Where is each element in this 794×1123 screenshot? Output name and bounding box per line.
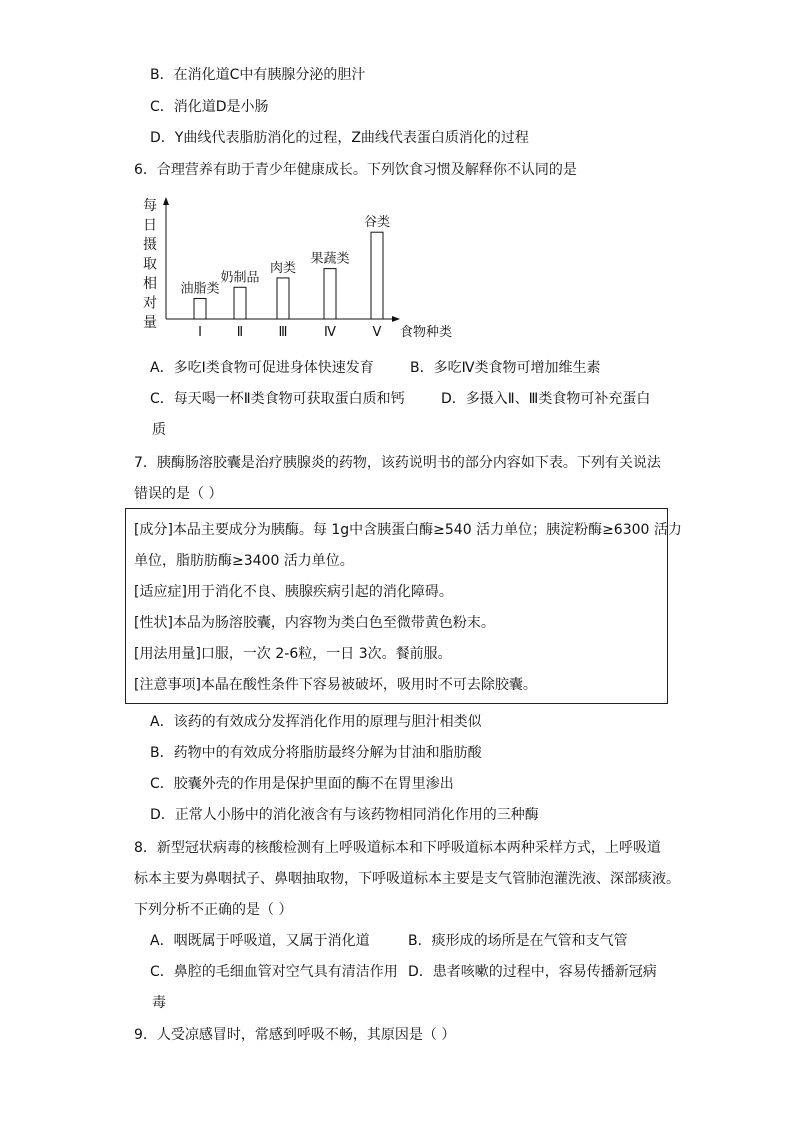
q8-option-c: C．鼻腔的毛细血管对空气具有清洁作用 [150, 964, 398, 980]
q8-stem-line3: 下列分析不正确的是（ ） [134, 902, 293, 918]
chart-y-label-char: 对 [143, 295, 157, 312]
chart-bar-label: 油脂类 [180, 281, 220, 297]
q6-option-d-continued: 质 [152, 422, 166, 438]
q7-stem-line1: 7．胰酶肠溶胶囊是治疗胰腺炎的药物，该药说明书的部分内容如下表。下列有关说法 [134, 455, 661, 471]
box-line-dosage: [用法用量]口服，一次 2-6粒，一日 3次。餐前服。 [134, 646, 452, 662]
q7-option-d: D．正常人小肠中的消化液含有与该药物相同消化作用的三种酶 [150, 807, 539, 823]
q7-stem-line2: 错误的是（ ） [134, 486, 223, 502]
q7-option-b: B．药物中的有效成分将脂肪最终分解为甘油和脂肪酸 [150, 745, 482, 761]
chart-y-label-char: 取 [143, 256, 157, 273]
chart-bar-label: 谷类 [363, 215, 391, 231]
chart-x-tick-label: Ⅰ [198, 325, 202, 340]
q6-option-c: C．每天喝一杯Ⅱ类食物可获取蛋白质和钙 [150, 391, 405, 407]
chart-bar-label: 奶制品 [220, 270, 260, 286]
q8-stem-line2: 标本主要为鼻咽拭子、鼻咽抽取物，下呼吸道标本主要是支气管肺泡灌洗液、深部痰液。 [134, 871, 680, 887]
box-line-precautions: [注意事项]本晶在酸性条件下容易被破坏，吸用时不可去除胶囊。 [134, 677, 537, 693]
q8-option-b: B．痰形成的场所是在气管和支气管 [408, 933, 628, 949]
q7-option-a: A．该药的有效成分发挥消化作用的原理与胆汁相类似 [150, 714, 482, 730]
chart-bar [277, 278, 289, 319]
box-line-composition-continued: 单位，脂肪肪酶≥3400 活力单位。 [134, 553, 354, 569]
chart-bar-label: 果蔬类 [310, 251, 350, 267]
q5-option-d: D．Y曲线代表脂肪消化的过程，Z曲线代表蛋白质消化的过程 [150, 130, 529, 146]
chart-bar [194, 298, 206, 319]
q8-option-a: A．咽既属于呼吸道，又属于消化道 [150, 933, 370, 949]
chart-x-tick-label: Ⅱ [236, 325, 244, 340]
chart-y-label-char: 摄 [143, 237, 157, 253]
q8-option-d-continued: 毒 [152, 995, 166, 1011]
q9-stem: 9．人受凉感冒时，常感到呼吸不畅，其原因是（ ） [134, 1027, 456, 1043]
drug-instruction-box [125, 508, 682, 704]
chart-y-axis-label [143, 198, 157, 331]
chart-y-label-char: 每 [143, 198, 157, 214]
chart-x-tick-label: Ⅳ [324, 325, 336, 340]
chart-y-axis-arrow [163, 197, 169, 205]
box-line-composition: [成分]本品主要成分为胰酶。每 1g中含胰蛋白酶≥540 活力单位；胰淀粉酶≥6300 活力 [134, 522, 682, 538]
chart-x-axis-label: 食物种类 [400, 325, 453, 340]
box-line-indications: [适应症]用于消化不良、胰腺疾病引起的消化障碍。 [134, 584, 453, 600]
chart-bar [371, 232, 383, 319]
box-line-properties: [性状]本品为肠溶胶囊，内容物为类白色至微带黄色粉末。 [134, 615, 495, 631]
chart-x-axis-arrow [392, 316, 400, 322]
q8-option-d: D．患者咳嗽的过程中，容易传播新冠病 [408, 964, 657, 980]
q6-stem: 6．合理营养有助于青少年健康成长。下列饮食习惯及解释你不认同的是 [134, 162, 577, 178]
q6-option-d: D．多摄入Ⅱ、Ⅲ类食物可补充蛋白 [441, 391, 651, 407]
chart-bar [234, 287, 246, 319]
q5-option-b: B．在消化道C中有胰腺分泌的胆汁 [150, 67, 366, 83]
q6-option-b: B．多吃Ⅳ类食物可增加维生素 [410, 360, 601, 376]
chart-y-label-char: 日 [143, 217, 157, 234]
chart-y-label-char: 量 [143, 315, 157, 331]
chart-x-tick-label: Ⅲ [278, 325, 288, 340]
q5-option-c: C．消化道D是小肠 [150, 99, 269, 115]
chart-x-tick-label: Ⅴ [372, 325, 382, 340]
chart-y-label-char: 相 [143, 276, 157, 292]
chart-bar-label: 肉类 [269, 260, 297, 276]
chart-bar [324, 269, 336, 319]
q8-stem-line1: 8．新型冠状病毒的核酸检测有上呼吸道标本和下呼吸道标本两种采样方式，上呼吸道 [134, 840, 661, 856]
q6-option-a: A．多吃Ⅰ类食物可促进身体快速发育 [150, 360, 374, 376]
q7-option-c: C．胶囊外壳的作用是保护里面的酶不在胃里渗出 [150, 776, 454, 792]
food-intake-bar-chart [138, 192, 468, 344]
